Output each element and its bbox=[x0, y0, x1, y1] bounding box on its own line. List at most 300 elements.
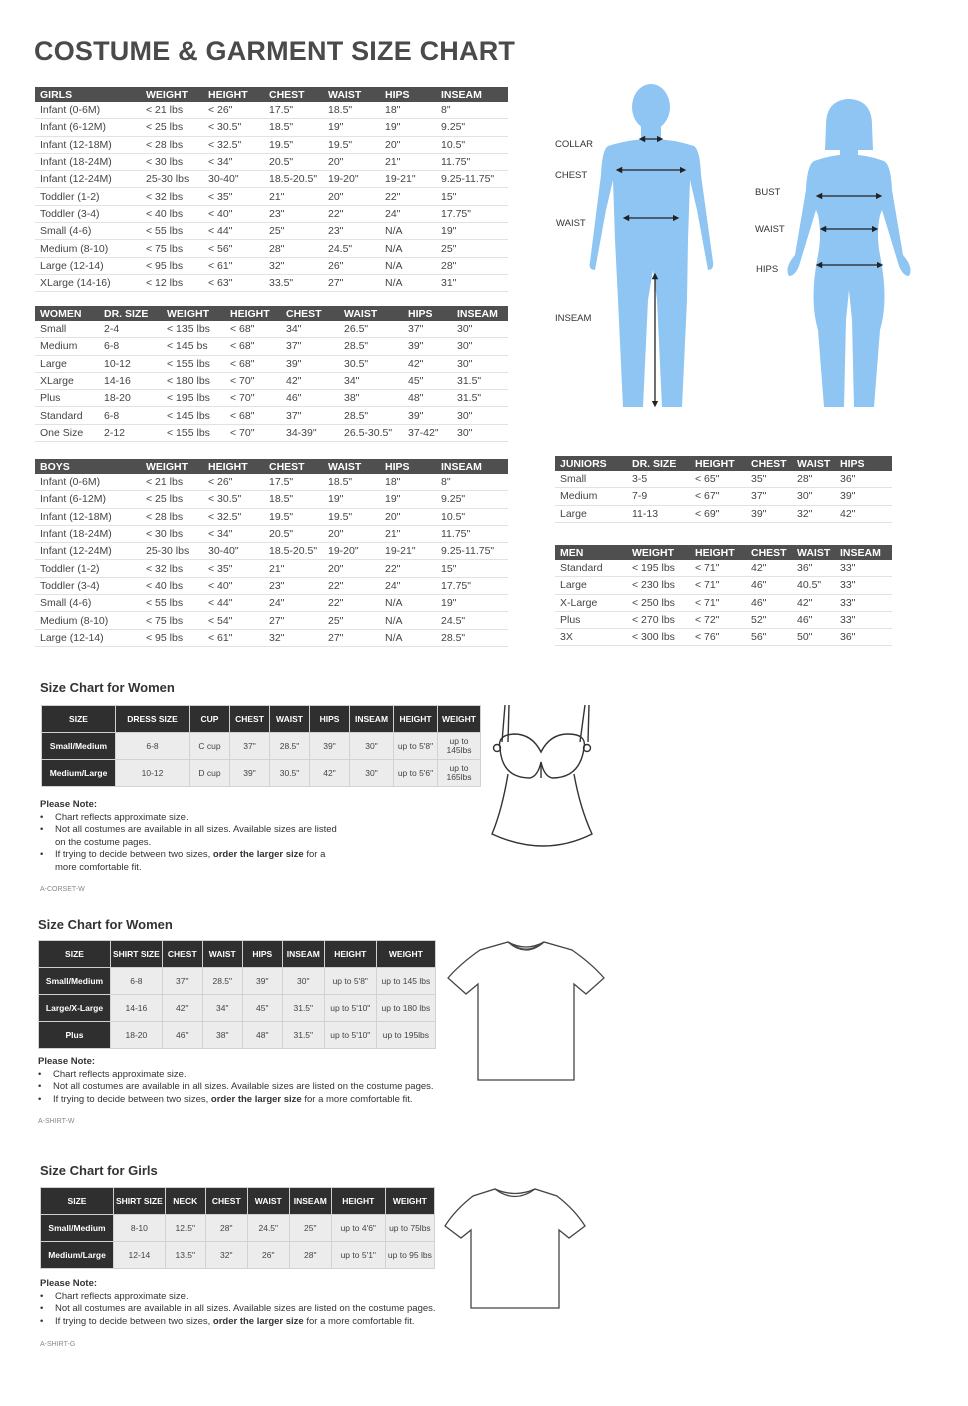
table-cell: 8" bbox=[436, 474, 508, 491]
table-cell: 10-12 bbox=[116, 760, 190, 787]
table-cell: 11.75" bbox=[436, 525, 508, 542]
table-cell: 48" bbox=[242, 1022, 282, 1049]
column-header: WAIST bbox=[323, 459, 380, 474]
column-header: WEIGHT bbox=[385, 1188, 434, 1215]
table-row bbox=[35, 543, 508, 560]
table-cell: Medium/Large bbox=[42, 760, 116, 787]
table-cell: < 40" bbox=[203, 205, 264, 222]
table-cell: 6-8 bbox=[116, 733, 190, 760]
table-cell: Small/Medium bbox=[41, 1215, 114, 1242]
column-header: WEIGHT bbox=[376, 941, 435, 968]
table-cell: 31.5" bbox=[452, 390, 508, 407]
column-header: WEIGHT bbox=[162, 306, 225, 321]
table-cell: One Size bbox=[35, 424, 99, 441]
table-cell: Standard bbox=[35, 407, 99, 424]
table-cell: < 75 lbs bbox=[141, 240, 203, 257]
female-body-figure bbox=[787, 99, 910, 407]
table-cell: < 71" bbox=[690, 594, 746, 611]
table-cell: 24" bbox=[380, 577, 436, 594]
table-cell: 21" bbox=[264, 560, 323, 577]
table-cell: 26.5-30.5" bbox=[339, 424, 403, 441]
table-cell: 36" bbox=[792, 560, 835, 577]
table-cell: 12.5" bbox=[165, 1215, 205, 1242]
column-header: WAIST bbox=[247, 1188, 289, 1215]
column-header: JUNIORS bbox=[555, 456, 627, 471]
table-cell: < 70" bbox=[225, 372, 281, 389]
table-cell: < 230 lbs bbox=[627, 577, 690, 594]
table-cell: up to 75lbs bbox=[385, 1215, 434, 1242]
table-cell: 46" bbox=[281, 390, 339, 407]
table-cell: < 35" bbox=[203, 560, 264, 577]
table-cell: 19" bbox=[380, 119, 436, 136]
table-cell: N/A bbox=[380, 257, 436, 274]
table-cell: 8-10 bbox=[114, 1215, 166, 1242]
column-header: DR. SIZE bbox=[99, 306, 162, 321]
table-cell: 28" bbox=[436, 257, 508, 274]
table-cell: 45" bbox=[242, 995, 282, 1022]
table-cell: 19-21" bbox=[380, 543, 436, 560]
table-cell: 32" bbox=[264, 257, 323, 274]
table-cell: 19.5" bbox=[323, 136, 380, 153]
table-row bbox=[555, 488, 892, 505]
table-row bbox=[555, 471, 892, 488]
table-cell: up to 5'8" bbox=[324, 968, 376, 995]
table-cell: Infant (12-24M) bbox=[35, 543, 141, 560]
table-cell: 18.5" bbox=[323, 102, 380, 119]
table-cell: Toddler (1-2) bbox=[35, 188, 141, 205]
table-cell: 8" bbox=[436, 102, 508, 119]
table-row bbox=[35, 491, 508, 508]
table-cell: 36" bbox=[835, 471, 892, 488]
table-cell: 30-40" bbox=[203, 171, 264, 188]
table-cell: 37" bbox=[403, 321, 452, 338]
table-cell: 10.5" bbox=[436, 136, 508, 153]
table-header-row bbox=[39, 941, 436, 968]
table-cell: 45" bbox=[403, 372, 452, 389]
table-cell: 37" bbox=[746, 488, 792, 505]
table-cell: < 21 lbs bbox=[141, 102, 203, 119]
table-row bbox=[555, 611, 892, 628]
juniors-size-table bbox=[555, 456, 892, 523]
table-cell: 34" bbox=[202, 995, 242, 1022]
note-item: • Not all costumes are available in all sizes. Available sizes are listed on the costume pages. bbox=[40, 824, 340, 849]
table-cell: Infant (18-24M) bbox=[35, 525, 141, 542]
table-cell: < 28 lbs bbox=[141, 136, 203, 153]
table-row bbox=[35, 577, 508, 594]
table-cell: < 32.5" bbox=[203, 508, 264, 525]
table-cell: < 40 lbs bbox=[141, 205, 203, 222]
table-cell: 40.5" bbox=[792, 577, 835, 594]
table-cell: 34" bbox=[281, 321, 339, 338]
table-cell: N/A bbox=[380, 629, 436, 646]
table-cell: 18" bbox=[380, 474, 436, 491]
column-header: HIPS bbox=[835, 456, 892, 471]
table-row bbox=[35, 525, 508, 542]
table-cell: 23" bbox=[264, 205, 323, 222]
table-cell: 31.5" bbox=[452, 372, 508, 389]
table-cell: 17.5" bbox=[264, 474, 323, 491]
table-cell: 39" bbox=[310, 733, 350, 760]
table-cell: 19.5" bbox=[264, 508, 323, 525]
table-cell: 9.25" bbox=[436, 119, 508, 136]
table-cell: < 32.5" bbox=[203, 136, 264, 153]
table-cell: Medium bbox=[555, 488, 627, 505]
column-header: WOMEN bbox=[35, 306, 99, 321]
table-cell: Large bbox=[555, 505, 627, 522]
table-cell: < 69" bbox=[690, 505, 746, 522]
table-cell: < 32 lbs bbox=[141, 560, 203, 577]
column-header: CUP bbox=[190, 706, 230, 733]
table-cell: X-Large bbox=[555, 594, 627, 611]
column-header: HEIGHT bbox=[690, 456, 746, 471]
table-cell: 38" bbox=[202, 1022, 242, 1049]
table-cell: 11-13 bbox=[627, 505, 690, 522]
table-cell: < 40" bbox=[203, 577, 264, 594]
table-cell: 14-16 bbox=[111, 995, 163, 1022]
table-cell: < 145 bs bbox=[162, 338, 225, 355]
table-row bbox=[35, 474, 508, 491]
table-cell: Large/X-Large bbox=[39, 995, 111, 1022]
table-cell: Medium (8-10) bbox=[35, 240, 141, 257]
table-cell: 28" bbox=[205, 1215, 247, 1242]
table-cell: 19" bbox=[323, 491, 380, 508]
table-cell: < 68" bbox=[225, 355, 281, 372]
table-cell: 33" bbox=[835, 577, 892, 594]
column-header: HEIGHT bbox=[225, 306, 281, 321]
table-cell: N/A bbox=[380, 595, 436, 612]
table-row bbox=[555, 560, 892, 577]
table-cell: 20" bbox=[380, 508, 436, 525]
table-cell: < 300 lbs bbox=[627, 629, 690, 646]
waist-male-label: WAIST bbox=[556, 218, 586, 229]
shirt-girls-note bbox=[40, 1278, 460, 1328]
table-cell: 22" bbox=[323, 595, 380, 612]
table-cell: 46" bbox=[746, 594, 792, 611]
table-cell: up to 5'10" bbox=[324, 1022, 376, 1049]
table-cell: < 71" bbox=[690, 577, 746, 594]
note-item bbox=[40, 849, 340, 874]
table-row bbox=[555, 594, 892, 611]
table-cell: 18.5" bbox=[264, 491, 323, 508]
table-cell: 33" bbox=[835, 611, 892, 628]
table-cell: 20.5" bbox=[264, 153, 323, 170]
table-cell: 24.5" bbox=[323, 240, 380, 257]
table-cell: 52" bbox=[746, 611, 792, 628]
tshirt-women-illustration bbox=[446, 938, 606, 1083]
note-text: for a more comfortable fit. bbox=[303, 1315, 415, 1327]
note-item bbox=[38, 1094, 458, 1107]
table-cell: 25-30 lbs bbox=[141, 543, 203, 560]
table-cell: < 61" bbox=[203, 629, 264, 646]
table-cell: 48" bbox=[403, 390, 452, 407]
table-cell: < 68" bbox=[225, 321, 281, 338]
table-cell: 30" bbox=[350, 760, 394, 787]
note-item: • Not all costumes are available in all sizes. Available sizes are listed on the costume pages. bbox=[40, 1303, 460, 1316]
men-size-table bbox=[555, 545, 892, 646]
table-cell: < 32 lbs bbox=[141, 188, 203, 205]
table-cell: Infant (12-18M) bbox=[35, 136, 141, 153]
table-cell: 14-16 bbox=[99, 372, 162, 389]
table-cell: 2-4 bbox=[99, 321, 162, 338]
column-header: MEN bbox=[555, 545, 627, 560]
column-header: HEIGHT bbox=[324, 941, 376, 968]
table-header-row bbox=[35, 459, 508, 474]
table-cell: up to 4'6" bbox=[331, 1215, 385, 1242]
column-header: WAIST bbox=[792, 456, 835, 471]
table-cell: < 135 lbs bbox=[162, 321, 225, 338]
table-cell: 33.5" bbox=[264, 274, 323, 291]
corset-size-table bbox=[41, 705, 481, 787]
table-cell: 21" bbox=[380, 153, 436, 170]
table-cell: 30-40" bbox=[203, 543, 264, 560]
table-cell: 28.5" bbox=[339, 407, 403, 424]
table-row bbox=[555, 629, 892, 646]
table-cell: 23" bbox=[323, 223, 380, 240]
table-cell: 30" bbox=[452, 407, 508, 424]
table-row bbox=[35, 612, 508, 629]
hips-label: HIPS bbox=[756, 264, 779, 275]
table-cell: up to 180 lbs bbox=[376, 995, 435, 1022]
table-cell: Small bbox=[555, 471, 627, 488]
table-cell: 30.5" bbox=[339, 355, 403, 372]
table-cell: 27" bbox=[323, 629, 380, 646]
table-cell: < 95 lbs bbox=[141, 257, 203, 274]
column-header: DRESS SIZE bbox=[116, 706, 190, 733]
table-cell: < 68" bbox=[225, 338, 281, 355]
table-cell: < 56" bbox=[203, 240, 264, 257]
table-cell: up to 5'8" bbox=[394, 733, 438, 760]
table-cell: 39" bbox=[403, 338, 452, 355]
table-cell: Infant (0-6M) bbox=[35, 102, 141, 119]
table-cell: 2-12 bbox=[99, 424, 162, 441]
shirt-girls-size-table bbox=[40, 1187, 435, 1269]
table-cell: < 63" bbox=[203, 274, 264, 291]
table-cell: 19" bbox=[436, 595, 508, 612]
column-header: WAIST bbox=[792, 545, 835, 560]
column-header: INSEAM bbox=[289, 1188, 331, 1215]
column-header: WAIST bbox=[270, 706, 310, 733]
table-cell: 42" bbox=[792, 594, 835, 611]
table-header-row bbox=[42, 706, 481, 733]
table-cell: up to 195lbs bbox=[376, 1022, 435, 1049]
column-header: CHEST bbox=[746, 545, 792, 560]
table-cell: 24.5" bbox=[247, 1215, 289, 1242]
note-item: • Chart reflects approximate size. bbox=[40, 1291, 460, 1304]
table-cell: Infant (6-12M) bbox=[35, 491, 141, 508]
table-cell: < 67" bbox=[690, 488, 746, 505]
table-cell: Small (4-6) bbox=[35, 595, 141, 612]
column-header: WEIGHT bbox=[438, 706, 481, 733]
note-emphasis: order the larger size bbox=[210, 1093, 302, 1105]
table-cell: 39" bbox=[230, 760, 270, 787]
table-cell: 18-20 bbox=[99, 390, 162, 407]
boys-size-table bbox=[35, 459, 508, 647]
table-cell: 18" bbox=[380, 102, 436, 119]
table-cell: 9.25-11.75" bbox=[436, 543, 508, 560]
table-cell: Small (4-6) bbox=[35, 223, 141, 240]
column-header: BOYS bbox=[35, 459, 141, 474]
table-cell: < 75 lbs bbox=[141, 612, 203, 629]
table-cell: 31.5" bbox=[282, 995, 324, 1022]
table-cell: Large (12-14) bbox=[35, 257, 141, 274]
column-header: HEIGHT bbox=[394, 706, 438, 733]
table-cell: 31.5" bbox=[282, 1022, 324, 1049]
table-cell: 25" bbox=[289, 1215, 331, 1242]
table-cell: 18.5-20.5" bbox=[264, 543, 323, 560]
shirt-women-note bbox=[38, 1056, 458, 1106]
table-cell: 9.25-11.75" bbox=[436, 171, 508, 188]
column-header: INSEAM bbox=[436, 87, 508, 102]
table-row bbox=[39, 1022, 436, 1049]
table-cell: 24" bbox=[380, 205, 436, 222]
table-row bbox=[41, 1242, 435, 1269]
column-header: WAIST bbox=[202, 941, 242, 968]
table-cell: 22" bbox=[323, 205, 380, 222]
corset-illustration bbox=[488, 700, 608, 860]
table-cell: 39" bbox=[281, 355, 339, 372]
table-cell: 39" bbox=[746, 505, 792, 522]
table-cell: up to 95 lbs bbox=[385, 1242, 434, 1269]
table-cell: 22" bbox=[380, 188, 436, 205]
shirt-women-chart-title: Size Chart for Women bbox=[38, 917, 173, 932]
table-cell: < 34" bbox=[203, 153, 264, 170]
column-header: HEIGHT bbox=[203, 459, 264, 474]
table-row bbox=[39, 995, 436, 1022]
table-cell: < 25 lbs bbox=[141, 119, 203, 136]
column-header: WEIGHT bbox=[141, 87, 203, 102]
table-cell: Plus bbox=[35, 390, 99, 407]
table-cell: 32" bbox=[792, 505, 835, 522]
column-header: SIZE bbox=[39, 941, 111, 968]
table-cell: 20" bbox=[380, 136, 436, 153]
waist-female-label: WAIST bbox=[755, 224, 785, 235]
table-cell: < 30.5" bbox=[203, 491, 264, 508]
table-cell: 17.5" bbox=[264, 102, 323, 119]
table-cell: 37" bbox=[281, 338, 339, 355]
table-cell: 19-20" bbox=[323, 543, 380, 560]
table-cell: 3X bbox=[555, 629, 627, 646]
note-item: • Not all costumes are available in all sizes. Available sizes are listed on the costume pages. bbox=[38, 1081, 458, 1094]
note-text: If trying to decide between two sizes, bbox=[55, 849, 213, 860]
table-cell: Large bbox=[35, 355, 99, 372]
note-text: for a more comfortable fit. bbox=[301, 1093, 413, 1105]
table-cell: Plus bbox=[555, 611, 627, 628]
table-cell: 28.5" bbox=[436, 629, 508, 646]
tshirt-girls-illustration bbox=[443, 1186, 588, 1311]
table-cell: 26" bbox=[247, 1242, 289, 1269]
table-cell: 46" bbox=[162, 1022, 202, 1049]
column-header: SIZE bbox=[41, 1188, 114, 1215]
table-cell: < 70" bbox=[225, 424, 281, 441]
table-cell: < 30.5" bbox=[203, 119, 264, 136]
table-cell: < 195 lbs bbox=[627, 560, 690, 577]
table-cell: 42" bbox=[281, 372, 339, 389]
table-cell: 34" bbox=[339, 372, 403, 389]
table-cell: 42" bbox=[835, 505, 892, 522]
column-header: SHIRT SIZE bbox=[111, 941, 163, 968]
table-cell: Small bbox=[35, 321, 99, 338]
table-cell: 11.75" bbox=[436, 153, 508, 170]
table-cell: 15" bbox=[436, 560, 508, 577]
column-header: WAIST bbox=[339, 306, 403, 321]
table-cell: < 35" bbox=[203, 188, 264, 205]
table-cell: < 68" bbox=[225, 407, 281, 424]
table-cell: 20" bbox=[323, 153, 380, 170]
table-cell: 35" bbox=[746, 471, 792, 488]
table-cell: 30" bbox=[452, 338, 508, 355]
column-header: HIPS bbox=[380, 459, 436, 474]
table-cell: 33" bbox=[835, 560, 892, 577]
table-cell: Infant (6-12M) bbox=[35, 119, 141, 136]
table-cell: 17.75" bbox=[436, 577, 508, 594]
table-cell: N/A bbox=[380, 240, 436, 257]
table-cell: 12-14 bbox=[114, 1242, 166, 1269]
table-cell: 19-21" bbox=[380, 171, 436, 188]
column-header: WEIGHT bbox=[141, 459, 203, 474]
table-cell: 18-20 bbox=[111, 1022, 163, 1049]
table-cell: 25-30 lbs bbox=[141, 171, 203, 188]
table-cell: < 155 lbs bbox=[162, 355, 225, 372]
table-cell: 37-42" bbox=[403, 424, 452, 441]
table-cell: < 95 lbs bbox=[141, 629, 203, 646]
table-cell: 24" bbox=[264, 595, 323, 612]
table-cell: 38" bbox=[339, 390, 403, 407]
table-cell: 42" bbox=[310, 760, 350, 787]
column-header: CHEST bbox=[162, 941, 202, 968]
table-cell: 33" bbox=[835, 594, 892, 611]
column-header: CHEST bbox=[205, 1188, 247, 1215]
body-measurement-diagram bbox=[0, 0, 968, 460]
collar-label: COLLAR bbox=[555, 139, 594, 150]
table-cell: 13.5" bbox=[165, 1242, 205, 1269]
table-cell: C cup bbox=[190, 733, 230, 760]
table-cell: 32" bbox=[205, 1242, 247, 1269]
table-cell: 6-8 bbox=[99, 407, 162, 424]
note-item: • Chart reflects approximate size. bbox=[38, 1069, 458, 1082]
table-cell: Small/Medium bbox=[42, 733, 116, 760]
note-emphasis: order the larger size bbox=[212, 849, 304, 860]
shirt-girls-chart-title: Size Chart for Girls bbox=[40, 1163, 158, 1178]
table-cell: Toddler (3-4) bbox=[35, 205, 141, 222]
table-cell: 19" bbox=[323, 119, 380, 136]
column-header: WEIGHT bbox=[627, 545, 690, 560]
table-cell: 21" bbox=[380, 525, 436, 542]
table-cell: D cup bbox=[190, 760, 230, 787]
table-cell: < 44" bbox=[203, 595, 264, 612]
table-cell: Toddler (3-4) bbox=[35, 577, 141, 594]
column-header: INSEAM bbox=[835, 545, 892, 560]
table-cell: 10-12 bbox=[99, 355, 162, 372]
table-cell: N/A bbox=[380, 612, 436, 629]
column-header: CHEST bbox=[281, 306, 339, 321]
table-cell: Toddler (1-2) bbox=[35, 560, 141, 577]
note-heading: Please Note: bbox=[40, 1278, 98, 1289]
column-header: CHEST bbox=[264, 87, 323, 102]
column-header: HIPS bbox=[403, 306, 452, 321]
male-body-figure bbox=[590, 84, 714, 407]
table-cell: 26" bbox=[323, 257, 380, 274]
corset-chart-title: Size Chart for Women bbox=[40, 680, 175, 695]
table-cell: < 270 lbs bbox=[627, 611, 690, 628]
table-cell: 28.5" bbox=[270, 733, 310, 760]
table-cell: < 54" bbox=[203, 612, 264, 629]
corset-code: A-CORSET-W bbox=[40, 886, 85, 893]
column-header: WAIST bbox=[323, 87, 380, 102]
table-cell: 27" bbox=[323, 274, 380, 291]
table-row bbox=[41, 1215, 435, 1242]
table-cell: 18.5-20.5" bbox=[264, 171, 323, 188]
table-cell: 28.5" bbox=[202, 968, 242, 995]
